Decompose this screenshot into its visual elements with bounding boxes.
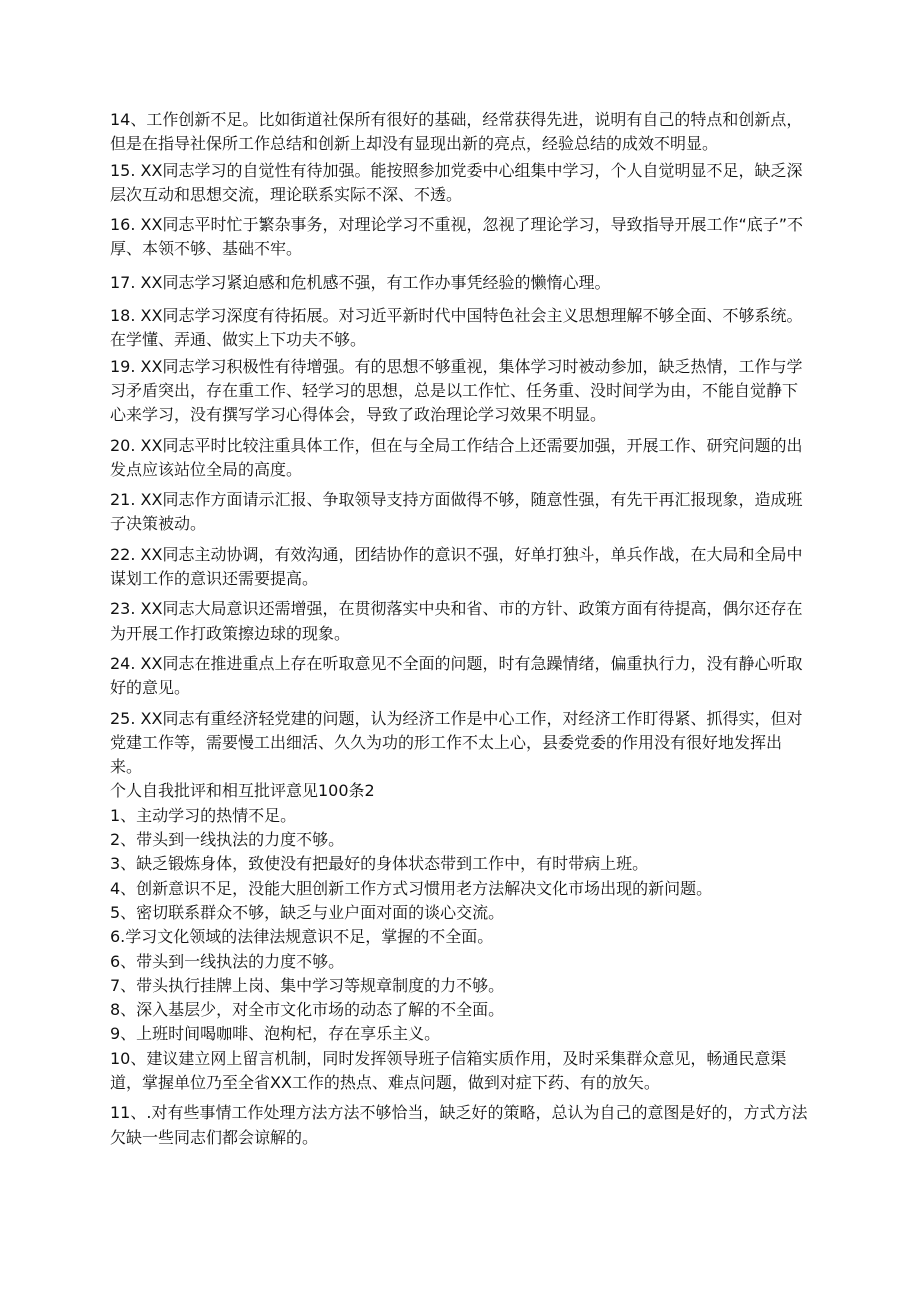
section-heading: 个人自我批评和相互批评意见100条2 xyxy=(110,781,375,801)
list-item-9: 9、上班时间喝咖啡、泡枸杞，存在享乐主义。 xyxy=(110,1024,441,1044)
paragraph-15: 15. XX同志学习的自觉性有待加强。能按照参加党委中心组集中学习，个人自觉明显不足，缺乏深层次互动和思想交流，理论联系实际不深、不透。 xyxy=(110,160,803,204)
paragraph-19: 19. XX同志学习积极性有待增强。有的思想不够重视，集体学习时被动参加，缺乏热情，工作与学习矛盾突出，存在重工作、轻学习的思想，总是以工作忙、任务重、没时间学为由，不能自觉静下心来学习，没有撰写学习心得体会，导致了政治理论学习效果不明显。 xyxy=(110,356,803,425)
paragraph-24: 24. XX同志在推进重点上存在听取意见不全面的问题，时有急躁情绪，偏重执行力，没有静心听取好的意见。 xyxy=(110,653,803,698)
paragraph-16: 16. XX同志平时忙于繁杂事务，对理论学习不重视，忽视了理论学习，导致指导开展工作“底子”不厚、本领不够、基础不牢。 xyxy=(110,215,804,259)
list-item-6a: 6.学习文化领域的法律法规意识不足，掌握的不全面。 xyxy=(110,927,494,947)
paragraph-23: 23. XX同志大局意识还需增强，在贯彻落实中央和省、市的方针、政策方面有待提高，偶尔还存在为开展工作打政策擦边球的现象。 xyxy=(110,599,803,643)
paragraph-22: 22. XX同志主动协调，有效沟通，团结协作的意识不强，好单打独斗，单兵作战，在大局和全局中谋划工作的意识还需要提高。 xyxy=(110,544,803,589)
paragraph-14: 14、工作创新不足。比如街道社保所有很好的基础，经常获得先进，说明有自己的特点和创新点，但是在指导社保所工作总结和创新上却没有显现出新的亮点，经验总结的成效不明显。 xyxy=(110,110,803,154)
list-item-11: 11、.对有些事情工作处理方法方法不够恰当，缺乏好的策略，总认为自己的意图是好的，方式方法欠缺一些同志们都会谅解的。 xyxy=(110,1103,808,1147)
paragraph-25: 25. XX同志有重经济轻党建的问题，认为经济工作是中心工作，对经济工作盯得紧、抓得实，但对党建工作等，需要慢工出细活、久久为功的形工作不太上心，县委党委的作用没有很好地发挥出来。 xyxy=(110,708,803,777)
list-item-2: 2、带头到一线执法的力度不够。 xyxy=(110,830,345,850)
paragraph-18: 18. XX同志学习深度有待拓展。对习近平新时代中国特色社会主义思想理解不够全面、不够系统。在学懂、弄通、做实上下功夫不够。 xyxy=(110,306,803,350)
list-item-7: 7、带头执行挂牌上岗、集中学习等规章制度的力不够。 xyxy=(110,975,505,995)
list-item-10: 10、建议建立网上留言机制，同时发挥领导班子信箱实质作用，及时采集群众意见，畅通民意渠道，掌握单位乃至全省XX工作的热点、难点问题，做到对症下药、有的放矢。 xyxy=(110,1048,787,1092)
list-item-8: 8、深入基层少，对全市文化市场的动态了解的不全面。 xyxy=(110,1000,505,1020)
list-item-5: 5、密切联系群众不够，缺乏与业户面对面的谈心交流。 xyxy=(110,902,505,922)
paragraph-21: 21. XX同志作方面请示汇报、争取领导支持方面做得不够，随意性强，有先干再汇报现象，造成班子决策被动。 xyxy=(110,490,803,534)
list-item-4: 4、创新意识不足，没能大胆创新工作方式习惯用老方法解决文化市场出现的新问题。 xyxy=(110,878,713,898)
list-item-6b: 6、带头到一线执法的力度不够。 xyxy=(110,951,345,971)
document-page xyxy=(110,108,810,1150)
paragraph-20: 20. XX同志平时比较注重具体工作，但在与全局工作结合上还需要加强，开展工作、研究问题的出发点应该站位全局的高度。 xyxy=(110,435,803,479)
list-item-1: 1、主动学习的热情不足。 xyxy=(110,805,297,825)
list-item-3: 3、缺乏锻炼身体，致使没有把最好的身体状态带到工作中，有时带病上班。 xyxy=(110,854,649,874)
paragraph-17: 17. XX同志学习紧迫感和危机感不强，有工作办事凭经验的懒惰心理。 xyxy=(110,272,611,292)
